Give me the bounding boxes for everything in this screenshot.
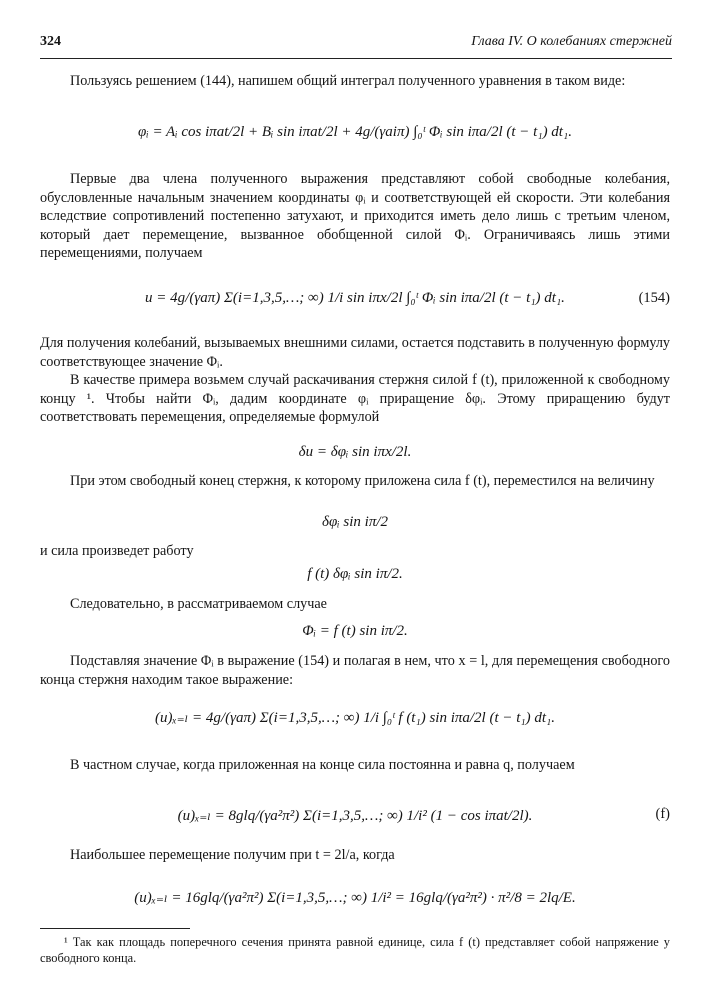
equation-text: δu = δφᵢ sin iπx/2l. [298,444,412,460]
equation-phi [40,623,670,640]
paragraph-6: и сила произведет работу [40,543,194,559]
equation-f [40,806,670,825]
equation-text: δφᵢ sin iπ/2 [322,514,388,530]
equation-154 [40,290,670,307]
paragraph-5: При этом свободный конец стержня, к которому приложена сила f (t), переместился на величину [70,473,655,489]
equation-free-end [40,708,670,727]
equation-general-integral [40,124,670,141]
equation-text: (u)ₓ₌ₗ = 8glq/(γa²π²) Σ(i=1,3,5,…; ∞) 1/i² (1 − cos iπat/2l). [177,808,533,824]
page-header [40,34,672,52]
equation-number: (154) [638,290,670,306]
header-rule [40,58,672,59]
paragraph-9: В частном случае, когда приложенная на конце сила постоянна и равна q, получаем [70,757,575,773]
equation-text: Φᵢ = f (t) sin iπ/2. [302,623,408,639]
paragraph-10: Наибольшее перемещение получим при t = 2l/a, когда [70,847,395,863]
page-number: 324 [40,34,61,49]
paragraph-2: Первые два члена полученного выражения представляют собой свободные колебания, обусловленные начальным значением координаты φᵢ и соответствующей ей скорости. Эти колебания вследствие сопротивлений постепенно затухают, и приходится иметь дело лишь с третьим членом, который дает перемещение, вызванное обобщенной силой Φᵢ. Ограничиваясь лишь этими перемещениями, получаем [40,171,670,262]
equation-max-displacement [40,888,670,907]
equation-delta-u [40,444,670,461]
footnote-rule [40,928,190,929]
equation-number: (f) [655,806,670,822]
running-title: Глава IV. О колебаниях стержней [471,34,672,49]
footnote: ¹ Так как площадь поперечного сечения принята равной единице, сила f (t) представляет собой напряжение y свободного конца. [40,935,670,965]
paragraph-3: Для получения колебаний, вызываемых внешними силами, остается подставить в полученную формулу соответствующее значение Φᵢ. [40,335,670,370]
equation-text: u = 4g/(γaπ) Σ(i=1,3,5,…; ∞) 1/i sin iπx/2l ∫₀ᵗ Φᵢ sin iπa/2l (t − t₁) dt₁. [145,290,565,306]
paragraph-8: Подставляя значение Φᵢ в выражение (154) и полагая в нем, что x = l, для перемещения свободного конца стержня находим такое выражение: [40,653,670,688]
equation-text: (u)ₓ₌ₗ = 16glq/(γa²π²) Σ(i=1,3,5,…; ∞) 1/i² = 16glq/(γa²π²) · π²/8 = 2lq/E. [134,890,576,906]
equation-text: φᵢ = Aᵢ cos iπat/2l + Bᵢ sin iπat/2l + 4g/(γaiπ) ∫₀ᵗ Φᵢ sin iπa/2l (t − t₁) dt₁. [138,124,572,140]
equation-text: f (t) δφᵢ sin iπ/2. [307,566,403,582]
paragraph-4: В качестве примера возьмем случай раскачивания стержня силой f (t), приложенной к свободному концу ¹. Чтобы найти Φᵢ, дадим координате φᵢ приращение δφᵢ. Этому приращению будут соответствовать перемещения, определяемые формулой [40,372,670,426]
paragraph-1: Пользуясь решением (144), напишем общий интеграл полученного уравнения в таком виде: [70,73,626,89]
equation-text: (u)ₓ₌ₗ = 4g/(γaπ) Σ(i=1,3,5,…; ∞) 1/i ∫₀ᵗ f (t₁) sin iπa/2l (t − t₁) dt₁. [154,710,556,726]
equation-work [40,566,670,583]
paragraph-7: Следовательно, в рассматриваемом случае [70,596,327,612]
equation-displacement [40,514,670,531]
